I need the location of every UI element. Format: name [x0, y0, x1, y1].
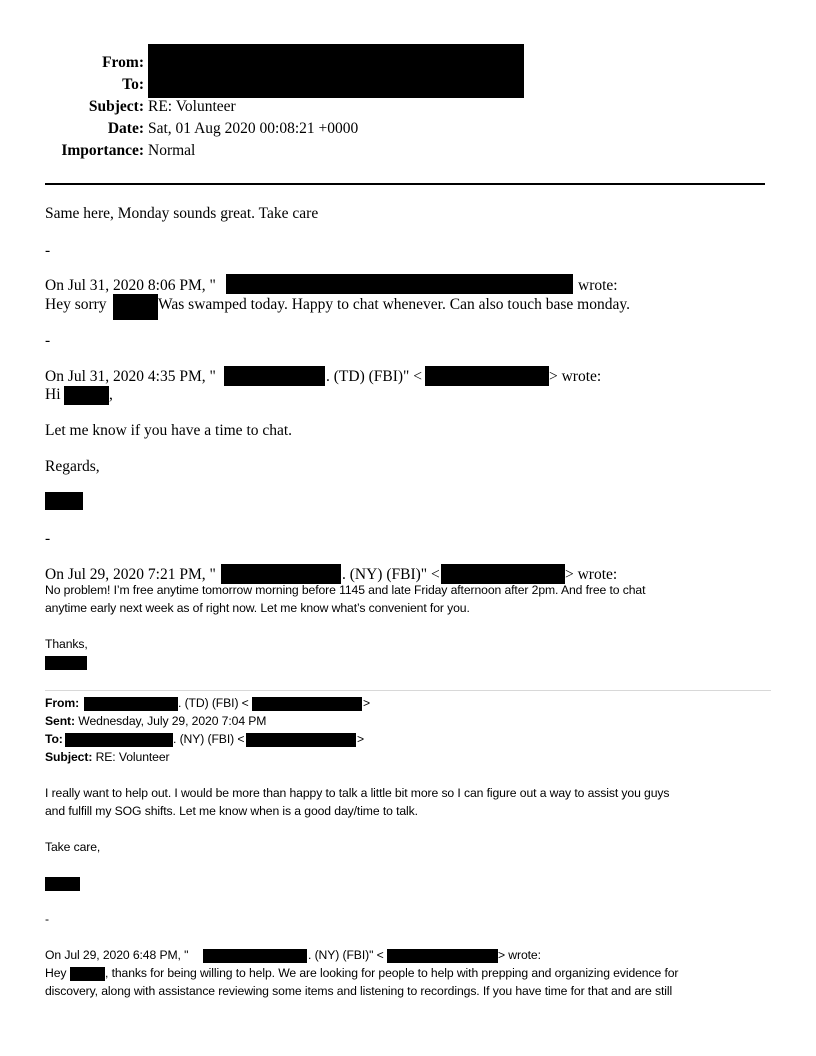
closing: Thanks, — [45, 637, 88, 651]
to-label: To: — [122, 76, 144, 93]
message-prefix: Hey sorry — [45, 296, 107, 313]
separator-dash: - — [45, 530, 51, 547]
redaction-name — [64, 386, 109, 405]
redaction-email — [246, 733, 356, 747]
separator-dash: - — [45, 332, 51, 349]
date-label: Date: — [107, 120, 144, 137]
fwd-subject-value: RE: Volunteer — [95, 750, 170, 764]
message-line: discovery, along with assistance reviewing some items and listening to recordings. If you have time for that and are still — [45, 984, 673, 998]
quote-header-prefix: On Jul 31, 2020 8:06 PM, " — [45, 277, 216, 294]
redaction-email — [425, 366, 549, 386]
from-label: From: — [102, 54, 144, 71]
fwd-to-end: > — [357, 732, 365, 746]
importance-label: Importance: — [61, 142, 144, 159]
subject-label: Subject: — [88, 98, 144, 115]
fwd-to-label — [45, 732, 63, 746]
fwd-from-label-text: From: — [45, 696, 80, 710]
redaction-signature — [45, 877, 80, 891]
quote-header-suffix: > wrote: — [565, 566, 618, 583]
separator-dash: - — [45, 242, 51, 259]
redaction-sender — [84, 697, 178, 711]
fwd-sent-label: Sent: — [45, 714, 75, 728]
quote-header-prefix: On Jul 31, 2020 4:35 PM, " — [45, 368, 216, 385]
quote-header-mid: . (TD) (FBI)" < — [326, 368, 422, 385]
fwd-to-mid: . (NY) (FBI) < — [173, 732, 245, 746]
quote-header-mid: . (NY) (FBI)" < — [342, 566, 440, 583]
redaction-sender — [226, 274, 573, 294]
closing: Take care, — [45, 840, 101, 854]
fwd-from-end: > — [363, 696, 371, 710]
message-greeting: Hey — [45, 966, 67, 980]
redaction-recipient — [65, 733, 173, 747]
redaction-email — [441, 564, 565, 584]
redaction-name — [70, 967, 105, 981]
greeting-comma: , — [109, 386, 113, 403]
header-divider — [45, 183, 765, 185]
message-line: anytime early next week as of right now. Let me know what’s convenient for you. — [45, 601, 470, 615]
fwd-subject — [45, 750, 169, 764]
message-line: No problem! I’m free anytime tomorrow morning before 1145 and late Friday afternoon after 2pm. And free to chat — [45, 583, 646, 597]
fwd-to-label-text: To: — [45, 732, 63, 746]
reply-text: Same here, Monday sounds great. Take care — [45, 205, 319, 222]
fwd-subject-label: Subject: — [45, 750, 93, 764]
quote-header-prefix: On Jul 29, 2020 7:21 PM, " — [45, 566, 216, 583]
redaction-sender — [221, 564, 341, 584]
fwd-sent — [45, 714, 266, 728]
redaction-from-to — [148, 44, 524, 98]
quote-header-suffix: > wrote: — [498, 948, 541, 962]
greeting: Hi — [45, 386, 61, 403]
quote-header-prefix: On Jul 29, 2020 6:48 PM, " — [45, 948, 189, 962]
redaction-sender — [224, 366, 325, 386]
quote-header-suffix: > wrote: — [549, 368, 602, 385]
quote-header-suffix: wrote: — [578, 277, 618, 294]
message-text: Let me know if you have a time to chat. — [45, 422, 293, 439]
message-line: , thanks for being willing to help. We are looking for people to help with prepping and organizing evidence for — [105, 966, 679, 980]
quote-header — [45, 277, 216, 295]
closing: Regards, — [45, 458, 100, 475]
message-line: I really want to help out. I would be more than happy to talk a little bit more so I can figure out a way to assist you guys — [45, 786, 670, 800]
separator-dash: - — [45, 912, 49, 926]
forward-divider — [45, 690, 771, 691]
redaction-name — [113, 294, 158, 320]
date-value: Sat, 01 Aug 2020 00:08:21 +0000 — [148, 120, 359, 137]
redaction-signature — [45, 492, 83, 510]
subject-value: RE: Volunteer — [148, 98, 236, 115]
redaction-sender — [203, 949, 307, 963]
redaction-signature — [45, 656, 87, 670]
importance-value: Normal — [148, 142, 196, 159]
redaction-email — [252, 697, 362, 711]
quote-header-mid: . (NY) (FBI)" < — [308, 948, 384, 962]
message-text: Was swamped today. Happy to chat whenever. Can also touch base monday. — [158, 296, 630, 313]
fwd-from-mid: . (TD) (FBI) < — [178, 696, 249, 710]
message-line: and fulfill my SOG shifts. Let me know when is a good day/time to talk. — [45, 804, 418, 818]
fwd-sent-value: Wednesday, July 29, 2020 7:04 PM — [78, 714, 267, 728]
fwd-from-label — [45, 696, 79, 710]
redaction-email — [387, 949, 498, 963]
